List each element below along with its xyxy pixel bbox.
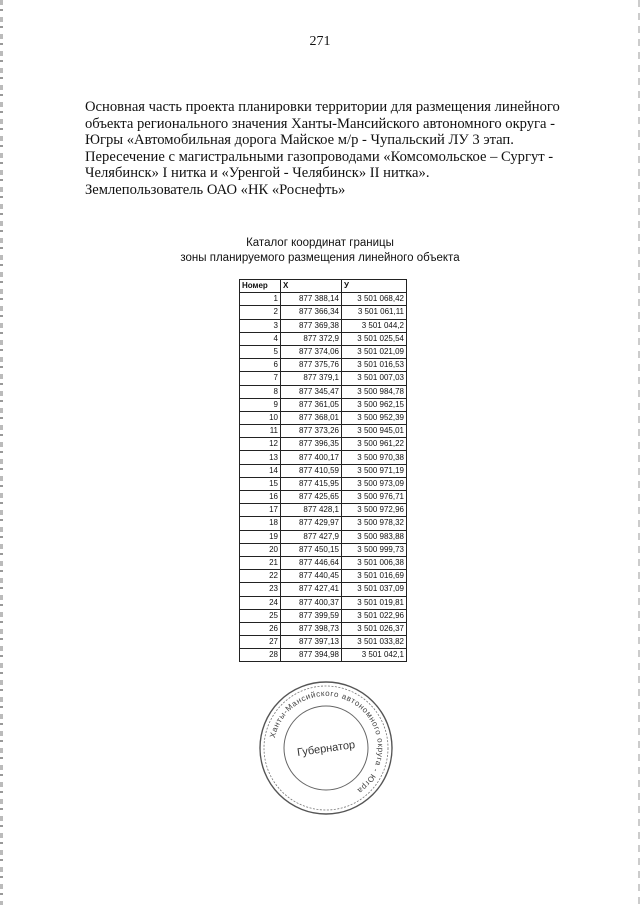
table-row (240, 491, 407, 504)
cell-x: 877 429,97 (281, 517, 342, 530)
catalog-title (0, 236, 640, 266)
cell-y: 3 501 007,03 (342, 372, 407, 385)
cell-number: 5 (240, 345, 281, 358)
governor-seal (256, 678, 396, 818)
table-header-row (240, 280, 407, 293)
cell-number: 2 (240, 306, 281, 319)
cell-number: 9 (240, 398, 281, 411)
cell-x: 877 410,59 (281, 464, 342, 477)
cell-x: 877 450,15 (281, 543, 342, 556)
page-number: 271 (309, 34, 331, 49)
table-row (240, 622, 407, 635)
cell-y: 3 500 984,78 (342, 385, 407, 398)
cell-number: 13 (240, 451, 281, 464)
cell-x: 877 375,76 (281, 359, 342, 372)
intro-line: Югры «Автомобильная дорога Майское м/р - Чупальский ЛУ 3 этап. (85, 132, 514, 148)
table-row (240, 556, 407, 569)
table-row (240, 477, 407, 490)
cell-y: 3 501 044,2 (342, 319, 407, 332)
table-row (240, 332, 407, 345)
table-row (240, 293, 407, 306)
header-y: У (342, 280, 407, 293)
table-row (240, 517, 407, 530)
cell-x: 877 366,34 (281, 306, 342, 319)
cell-x: 877 374,06 (281, 345, 342, 358)
cell-y: 3 501 021,09 (342, 345, 407, 358)
intro-line: Челябинск» I нитка и «Уренгой - Челябинск» II нитка». (85, 165, 430, 181)
header-x: X (281, 280, 342, 293)
cell-number: 24 (240, 596, 281, 609)
cell-x: 877 400,37 (281, 596, 342, 609)
intro-line: объекта регионального значения Ханты-Мансийского автономного округа - (85, 115, 556, 132)
cell-y: 3 500 978,32 (342, 517, 407, 530)
cell-number: 14 (240, 464, 281, 477)
cell-number: 11 (240, 425, 281, 438)
intro-line: Основная часть проекта планировки территории для размещения линейного (85, 99, 560, 115)
cell-x: 877 394,98 (281, 649, 342, 662)
cell-y: 3 501 026,37 (342, 622, 407, 635)
table-row (240, 398, 407, 411)
cell-x: 877 372,9 (281, 332, 342, 345)
table-row (240, 451, 407, 464)
cell-y: 3 501 019,81 (342, 596, 407, 609)
catalog-title-line-2: зоны планируемого размещения линейного объекта (180, 252, 460, 264)
table-row (240, 372, 407, 385)
table-row (240, 570, 407, 583)
table-row (240, 609, 407, 622)
cell-x: 877 361,05 (281, 398, 342, 411)
cell-number: 6 (240, 359, 281, 372)
cell-x: 877 399,59 (281, 609, 342, 622)
cell-y: 3 501 068,42 (342, 293, 407, 306)
cell-y: 3 500 973,09 (342, 477, 407, 490)
cell-x: 877 425,65 (281, 491, 342, 504)
seal-ring-text: Ханты-Мансийского автономного округа - Югра (268, 688, 386, 796)
cell-number: 21 (240, 556, 281, 569)
cell-y: 3 501 016,53 (342, 359, 407, 372)
cell-number: 20 (240, 543, 281, 556)
cell-x: 877 428,1 (281, 504, 342, 517)
cell-number: 8 (240, 385, 281, 398)
cell-number: 22 (240, 570, 281, 583)
table-row (240, 411, 407, 424)
cell-x: 877 368,01 (281, 411, 342, 424)
table-row (240, 345, 407, 358)
table-row (240, 649, 407, 662)
cell-y: 3 500 962,15 (342, 398, 407, 411)
table-row (240, 319, 407, 332)
cell-y: 3 500 961,22 (342, 438, 407, 451)
cell-y: 3 500 970,38 (342, 451, 407, 464)
cell-number: 27 (240, 636, 281, 649)
cell-x: 877 427,41 (281, 583, 342, 596)
scan-edge-left (0, 0, 3, 905)
cell-x: 877 415,95 (281, 477, 342, 490)
cell-number: 17 (240, 504, 281, 517)
table-row (240, 359, 407, 372)
coordinates-table-body (240, 293, 407, 662)
cell-number: 25 (240, 609, 281, 622)
cell-x: 877 373,26 (281, 425, 342, 438)
intro-line: Пересечение с магистральными газопроводами «Комсомольское – Сургут - (85, 148, 554, 165)
cell-number: 10 (240, 411, 281, 424)
table-row (240, 504, 407, 517)
cell-x: 877 396,35 (281, 438, 342, 451)
cell-x: 877 440,45 (281, 570, 342, 583)
cell-x: 877 427,9 (281, 530, 342, 543)
intro-line: Землепользователь ОАО «НК «Роснефть» (85, 181, 346, 198)
table-row (240, 438, 407, 451)
cell-y: 3 500 983,88 (342, 530, 407, 543)
table-row (240, 530, 407, 543)
cell-y: 3 501 033,82 (342, 636, 407, 649)
cell-number: 18 (240, 517, 281, 530)
cell-x: 877 398,73 (281, 622, 342, 635)
table-row (240, 425, 407, 438)
cell-number: 4 (240, 332, 281, 345)
header-number: Номер (240, 280, 281, 293)
catalog-title-line-1: Каталог координат границы (246, 237, 394, 249)
table-row (240, 385, 407, 398)
table-row (240, 596, 407, 609)
cell-y: 3 500 976,71 (342, 491, 407, 504)
coordinates-table (239, 279, 407, 662)
cell-x: 877 345,47 (281, 385, 342, 398)
cell-number: 28 (240, 649, 281, 662)
cell-number: 12 (240, 438, 281, 451)
intro-paragraph (85, 99, 585, 198)
cell-y: 3 501 006,38 (342, 556, 407, 569)
cell-y: 3 501 022,96 (342, 609, 407, 622)
cell-x: 877 400,17 (281, 451, 342, 464)
cell-y: 3 501 037,09 (342, 583, 407, 596)
table-row (240, 464, 407, 477)
seal-center-text: Губернатор (296, 738, 356, 759)
cell-number: 1 (240, 293, 281, 306)
cell-x: 877 388,14 (281, 293, 342, 306)
cell-x: 877 369,38 (281, 319, 342, 332)
cell-y: 3 500 952,39 (342, 411, 407, 424)
cell-number: 3 (240, 319, 281, 332)
cell-number: 23 (240, 583, 281, 596)
cell-x: 877 379,1 (281, 372, 342, 385)
table-row (240, 583, 407, 596)
table-row (240, 306, 407, 319)
table-row (240, 543, 407, 556)
cell-number: 26 (240, 622, 281, 635)
cell-x: 877 397,13 (281, 636, 342, 649)
cell-y: 3 500 972,96 (342, 504, 407, 517)
cell-y: 3 500 971,19 (342, 464, 407, 477)
cell-number: 19 (240, 530, 281, 543)
cell-y: 3 500 945,01 (342, 425, 407, 438)
cell-x: 877 446,64 (281, 556, 342, 569)
cell-number: 15 (240, 477, 281, 490)
cell-y: 3 501 042,1 (342, 649, 407, 662)
cell-number: 7 (240, 372, 281, 385)
table-row (240, 636, 407, 649)
cell-y: 3 500 999,73 (342, 543, 407, 556)
cell-number: 16 (240, 491, 281, 504)
cell-y: 3 501 016,69 (342, 570, 407, 583)
cell-y: 3 501 025,54 (342, 332, 407, 345)
cell-y: 3 501 061,11 (342, 306, 407, 319)
